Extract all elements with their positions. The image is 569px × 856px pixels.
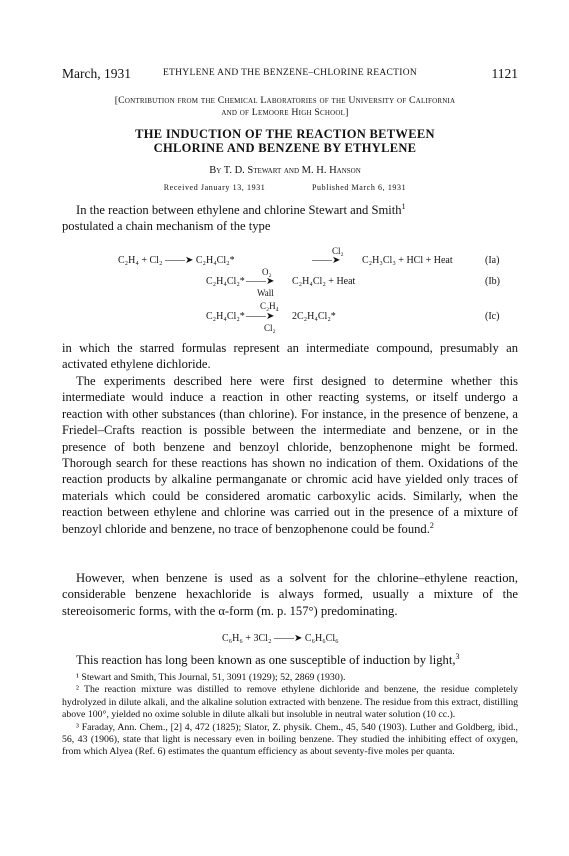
footnote-ref-3: 3 xyxy=(455,651,460,661)
eq-ia-arrow: ——➤ xyxy=(312,255,341,266)
paragraph-4-text: This reaction has long been known as one susceptible of induction by light, xyxy=(76,653,456,667)
article-title xyxy=(40,127,530,155)
contribution-line-2: and of Lemoore High School] xyxy=(221,107,349,118)
eq-ic-number: (Ic) xyxy=(485,311,500,322)
publication-dates xyxy=(40,183,530,192)
eq-ib-arrow: ——➤ xyxy=(246,276,275,287)
eq-ia-right: C₂H₃Cl₃ + HCl + Heat xyxy=(362,255,453,266)
header-running-title: ETHYLENE AND THE BENZENE–CHLORINE REACTION xyxy=(162,68,418,78)
eq-ib-right: C₂H₄Cl₂ + Heat xyxy=(292,276,356,287)
contribution-line-1: [Contribution from the Chemical Laboratories of the University of California xyxy=(114,95,456,106)
footnote-3: ³ Faraday, Ann. Chem., [2] 4, 472 (1825); Slator, Z. physik. Chem., 45, 540 (1903). Luther and Goldberg, ibid., 56, 43 (1906), state that light is necessary even in boiling benzene. They studied the inhibiting effect of oxygen, from which Alyea (Ref. 6) estimates the quantum efficiency as about seventy-five moles per quanta. xyxy=(62,721,518,758)
paragraph-3: However, when benzene is used as a solvent for the chlorine–ethylene reaction, considerable benzene hexachloride is always formed, usually a mixture of the stereoisomeric forms, with the α-form (m. p. 157°) predominating. xyxy=(62,571,518,618)
footnote-1: ¹ Stewart and Smith, This Journal, 51, 3091 (1929); 52, 2869 (1930). xyxy=(76,672,346,683)
eq-ia-above-arrow: Cl₂ xyxy=(332,246,344,256)
paragraph-2-text: The experiments described here were first designed to determine whether this intermediate would induce a reaction in other reacting systems, or itself undergo a reaction with other substances (than chlorine). For instance, in the presence of benzene, a Friedel–Crafts reaction is possible between the intermediate and benzene, or in the presence of both benzene and benzoyl chloride, benzophenone might be formed. Thorough search for these reactions has shown no indication of them. Oxidations of the reaction products by alkaline permanganate or chromic acid have yielded only traces of materials which could be considered aromatic carboxylic acids. Similarly, when the reaction between ethylene and chlorine was carried out in the presence of a mixture of benzoyl chloride and benzene, no trace of benzophenone could be found. xyxy=(62,374,518,536)
footnotes xyxy=(62,672,518,759)
contribution-note xyxy=(40,95,530,119)
equation-benzene-hexachloride: C₆H₆ + 3Cl₂ ——➤ C₆H₆Cl₆ xyxy=(222,633,339,644)
eq-ia-number: (Ia) xyxy=(485,255,500,266)
footnote-ref-2: 2 xyxy=(429,520,434,530)
authors: By T. D. Stewart and M. H. Hanson xyxy=(209,165,361,176)
intro-line-1: In the reaction between ethylene and chlorine Stewart and Smith xyxy=(76,203,402,217)
footnote-ref-1: 1 xyxy=(401,201,406,211)
eq-ic-left: C₂H₄Cl₂* xyxy=(206,311,245,322)
header-page-number: 1121 xyxy=(491,66,518,81)
running-header xyxy=(62,66,518,84)
eq-ib-above-arrow: O₂ xyxy=(262,267,272,277)
eq-ib-left: C₂H₄Cl₂* xyxy=(206,276,245,287)
title-line-1: THE INDUCTION OF THE REACTION BETWEEN xyxy=(135,127,435,141)
eq-ib-number: (Ib) xyxy=(485,276,500,287)
paragraph-1: in which the starred formulas represent an intermediate compound, presumably an activated ethylene dichloride. xyxy=(62,341,518,372)
paragraph-4 xyxy=(62,652,518,668)
paragraph-2 xyxy=(62,373,518,537)
eq-ic-arrow: ——➤ xyxy=(246,311,275,322)
header-date: March, 1931 xyxy=(62,66,131,81)
eq-ic-above-arrow: C₂H₄ xyxy=(260,301,279,311)
eq-ic-right: 2C₂H₄Cl₂* xyxy=(292,311,336,322)
title-line-2: CHLORINE AND BENZENE BY ETHYLENE xyxy=(153,141,417,155)
eq-ic-below-arrow: Cl₂ xyxy=(264,323,276,333)
eq-ib-below-arrow: Wall xyxy=(257,288,274,298)
published-date: Published March 6, 1931 xyxy=(312,183,407,192)
received-date: Received January 13, 1931 xyxy=(163,183,266,192)
eq-ia-left: C₂H₄ + Cl₂ ——➤ C₂H₄Cl₂* xyxy=(118,255,235,266)
intro-line-2: postulated a chain mechanism of the type xyxy=(62,219,271,234)
footnote-2: ² The reaction mixture was distilled to remove ethylene dichloride and benzene, the residue completely hydrolyzed in dilute alkali, and the alkaline solution extracted with benzene. The residue from this extract, distilling above 100°, yielded no oxime soluble in dilute alkali but insoluble in neutral water solution (10 cc.). xyxy=(62,684,518,721)
intro-paragraph xyxy=(62,202,518,235)
